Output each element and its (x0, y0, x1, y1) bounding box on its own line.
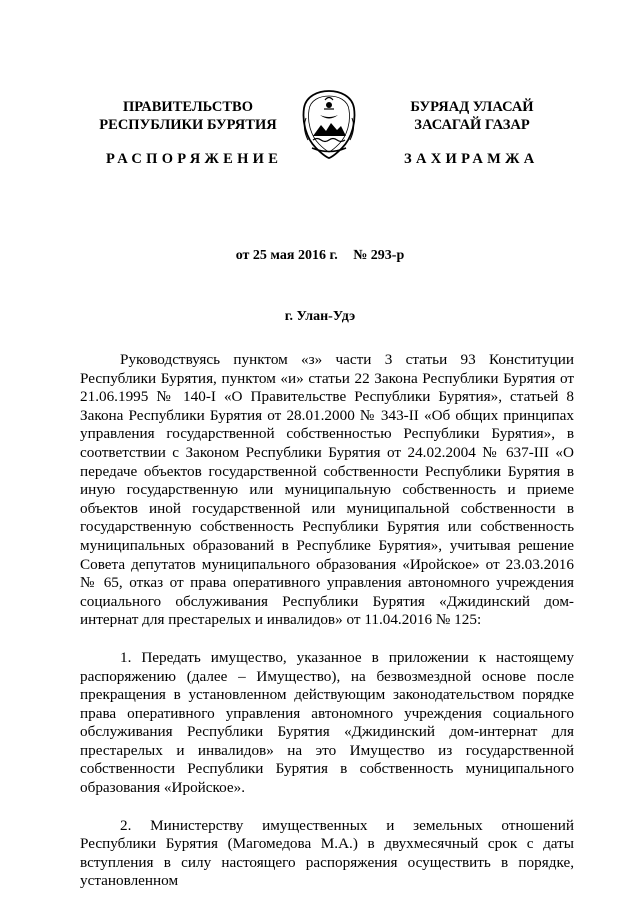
left-org-line-1: ПРАВИТЕЛЬСТВО (123, 99, 253, 115)
item-2-paragraph: 2. Министерству имущественных и земельных отношений Республики Бурятия (Магомедова М.А.) в двухмесячный срок с даты вступления в силу настоящего распоряжения осуществить в порядке, установленном (80, 816, 574, 890)
document-city: г. Улан-Удэ (284, 309, 356, 324)
right-org-line-1: БУРЯАД УЛАСАЙ (410, 99, 534, 115)
preamble-paragraph: Руководствуясь пунктом «з» части 3 статьи 93 Конституции Республики Бурятия, пунктом «и» статьи 22 Закона Республики Бурятия от 21.06.1995 № 140-I «О Правительстве Республики Бурятия», статьей 8 Закона Республики Бурятия от 28.01.2000 № 343-II «Об общих принципах управления государственной собственностью Республики Бурятия», в соответствии с Законом Республики Бурятия от 24.02.2004 № 637-III «О передаче объектов государственной собственности Республики Бурятия в иную государственную или муниципальную собственность и приеме объектов иной государственной или муниципальной собственности в государственную собственность Республики Бурятия или собственность муниципальных образований в Республике Бурятия», учитывая решение Совета депутатов муниципального образования «Иройское» от 23.03.2016 № 65, отказ от права оперативного управления автономного учреждения социального обслуживания Республики Бурятия «Джидинский дом-интернат для престарелых и инвалидов» от 11.04.2016 № 125: (80, 351, 574, 629)
document-date: от 25 мая 2016 г. (235, 248, 338, 263)
document-body (80, 351, 574, 891)
document-number: № 293-р (353, 248, 405, 263)
right-org-line-2: ЗАСАГАЙ ГАЗАР (414, 117, 530, 133)
left-org-line-2: РЕСПУБЛИКИ БУРЯТИЯ (99, 117, 277, 133)
left-document-type: РАСПОРЯЖЕНИЕ (106, 151, 283, 167)
right-organization-name (372, 98, 572, 134)
right-document-type: ЗАХИРАМЖА (404, 151, 539, 167)
document-date-number (0, 248, 640, 264)
left-organization-name (88, 98, 288, 134)
item-1-paragraph: 1. Передать имущество, указанное в приложении к настоящему распоряжению (далее – Имущество), на безвозмездной основе после прекращения в установленном действующим законодательством порядке права оперативного управления автономного учреждения социального обслуживания Республики Бурятия «Джидинский дом-интернат для престарелых и инвалидов» на это Имущество из государственной собственности Республики Бурятия в собственность муниципального образования «Иройское». (80, 648, 574, 797)
coat-of-arms-icon (298, 88, 360, 160)
